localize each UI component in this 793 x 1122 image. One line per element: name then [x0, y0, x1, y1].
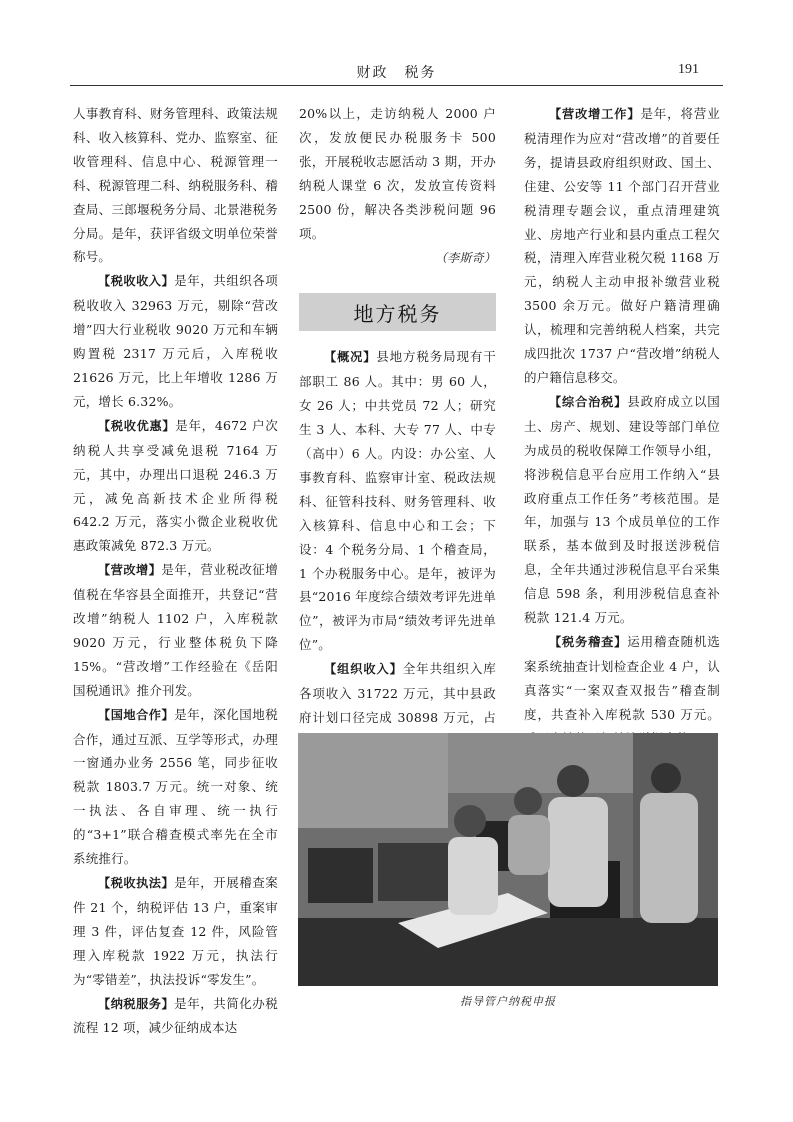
paragraph-heading: 【营改增工作】 [549, 107, 641, 121]
paragraph-heading: 【税收执法】 [98, 876, 175, 890]
paragraph-heading: 【国地合作】 [98, 707, 175, 722]
paragraph-heading: 【营改增】 [98, 563, 162, 578]
paragraph: 【概况】县地方税务局现有干部职工 86 人。其中：男 60 人，女 26 人；中共党员 72 人；研究生 3 人、本科、大专 77 人、中专（高中）6 人。内设：办公室、人事教育科、监察审计室、税政法规科、征管科技科、财务管理科、收入核算科、信息中心和工会；下设：4 个税务分局、1 个稽查局，1 个办税服务中心。是年，被评为县“2016 年度综合绩效考评先进单位”，被评为市局“绩效考评先进单位”。 [299, 349, 496, 653]
paragraph: 20%以上，走访纳税人 2000 户次，发放便民办税服务卡 500 张，开展税收志愿活动 3 期，开办纳税人课堂 6 次，发放宣传资料 2500 份，解决各类涉税问题 96 项。 [299, 106, 496, 241]
paragraph-heading: 【税收收入】 [98, 274, 175, 289]
photo-caption: 指导管户纳税申报 [460, 995, 556, 1008]
paragraph: 【税务稽查】运用稽查随机选案系统抽查计划检查企业 4 户，认真落实“一案双查双报告”稽查制度，共查补入库税款 530 万元。 [524, 633, 721, 722]
paragraph-heading: 【税务稽查】 [549, 634, 628, 649]
paragraph: 【综合治税】县政府成立以国土、房产、规划、建设等部门单位为成员的税收保障工作领导小组，将涉税信息平台应用工作纳入“县政府重点工作任务”考核范围。是年，加强与 13 个成员单位的工作联系，基本做到及时报送涉税信息，全年共通过涉税信息平台采集信息 598 条，利用涉税信息查补税款 121.4 万元。 [524, 393, 721, 626]
section-title: 地方税务 [299, 293, 496, 331]
running-header-title: 财政 税务 [356, 65, 437, 81]
paragraph-heading: 【税收优惠】 [98, 418, 176, 433]
column-middle [299, 102, 496, 778]
paragraph: 【税收执法】是年，开展稽查案件 21 个，纳税评估 13 户，重案审理 3 件，评估复查 12 件，风险管理入库税款 1922 万元，执法行为“零错差”，执法投诉“零发生”。 [73, 875, 278, 987]
author-credit: （李斯奇） [434, 251, 496, 266]
column-right [524, 102, 720, 750]
paragraph: 【营改增工作】是年，将营业税清理作为应对“营改增”的首要任务，提请县政府组织财政、国土、住建、公安等 11 个部门召开营业税清理专题会议，重点清理建筑业、房地产行业和县内重点工程欠税，清理入库营业税欠税 1168 万元，纳税人主动申报补缴营业税 3500 余万元。做好户籍清理确认，梳理和完善纳税人档案，共完成四批次 1737 户“营改增”纳税人的户籍信息移交。 [524, 106, 721, 385]
paragraph: 人事教育科、财务管理科、政策法规科、收入核算科、党办、监察室、征收管理科、信息中心、税源管理一科、税源管理二科、纳税服务科、稽查局、三郎堰税务分局、北景港税务分局。是年，获评省级文明单位荣誉称号。 [73, 106, 278, 265]
photo-tax-office [298, 733, 718, 986]
paragraph: 【组织收入】全年共组织入库各项收入 31722 万元，其中县政府计划口径完成 30898 万元，占 [299, 661, 497, 725]
paragraph-heading: 【综合治税】 [549, 394, 628, 409]
photo-illustration [298, 733, 718, 986]
paragraph: 【国地合作】是年，深化国地税合作，通过互派、互学等形式，办理一窗通办业务 2556 笔，同步征收税款 1803.7 万元。统一对象、统一执法、各自审理、统一执行的“3+1”联合稽查模式率先在全市系统推行。 [73, 706, 278, 867]
paragraph: 【营改增】是年，营业税改征增值税在华容县全面推开，共登记“营改增”纳税人 1102 户，入库税款 9020 万元，行业整体税负下降 15%。“营改增”工作经验在《岳阳国税通讯》推介刊发。 [73, 562, 278, 698]
header-rule [70, 85, 723, 86]
column-left [73, 102, 278, 1040]
paragraph: 【纳税服务】是年，共简化办税流程 12 项，减少征纳成本达 [73, 995, 278, 1036]
paragraph-heading: 【纳税服务】 [98, 996, 175, 1011]
paragraph-heading: 【概况】 [324, 350, 377, 365]
paragraph: 【税收优惠】是年，4672 户次纳税人共享受减免退税 7164 万元，其中，办理出口退税 246.3 万元，减免高新技术企业所得税 642.2 万元，落实小微企业税收优惠政策减免 872.3 万元。 [73, 417, 278, 554]
page-number: 191 [678, 62, 699, 77]
paragraph-heading: 【组织收入】 [324, 662, 403, 677]
paragraph: 【税收收入】是年，共组织各项税收收入 32963 万元，剔除“营改增”四大行业税收 9020 万元和车辆购置税 2317 万元后，入库税收 21626 万元，比上年增收 1286 万元，增长 6.32%。 [73, 273, 278, 409]
